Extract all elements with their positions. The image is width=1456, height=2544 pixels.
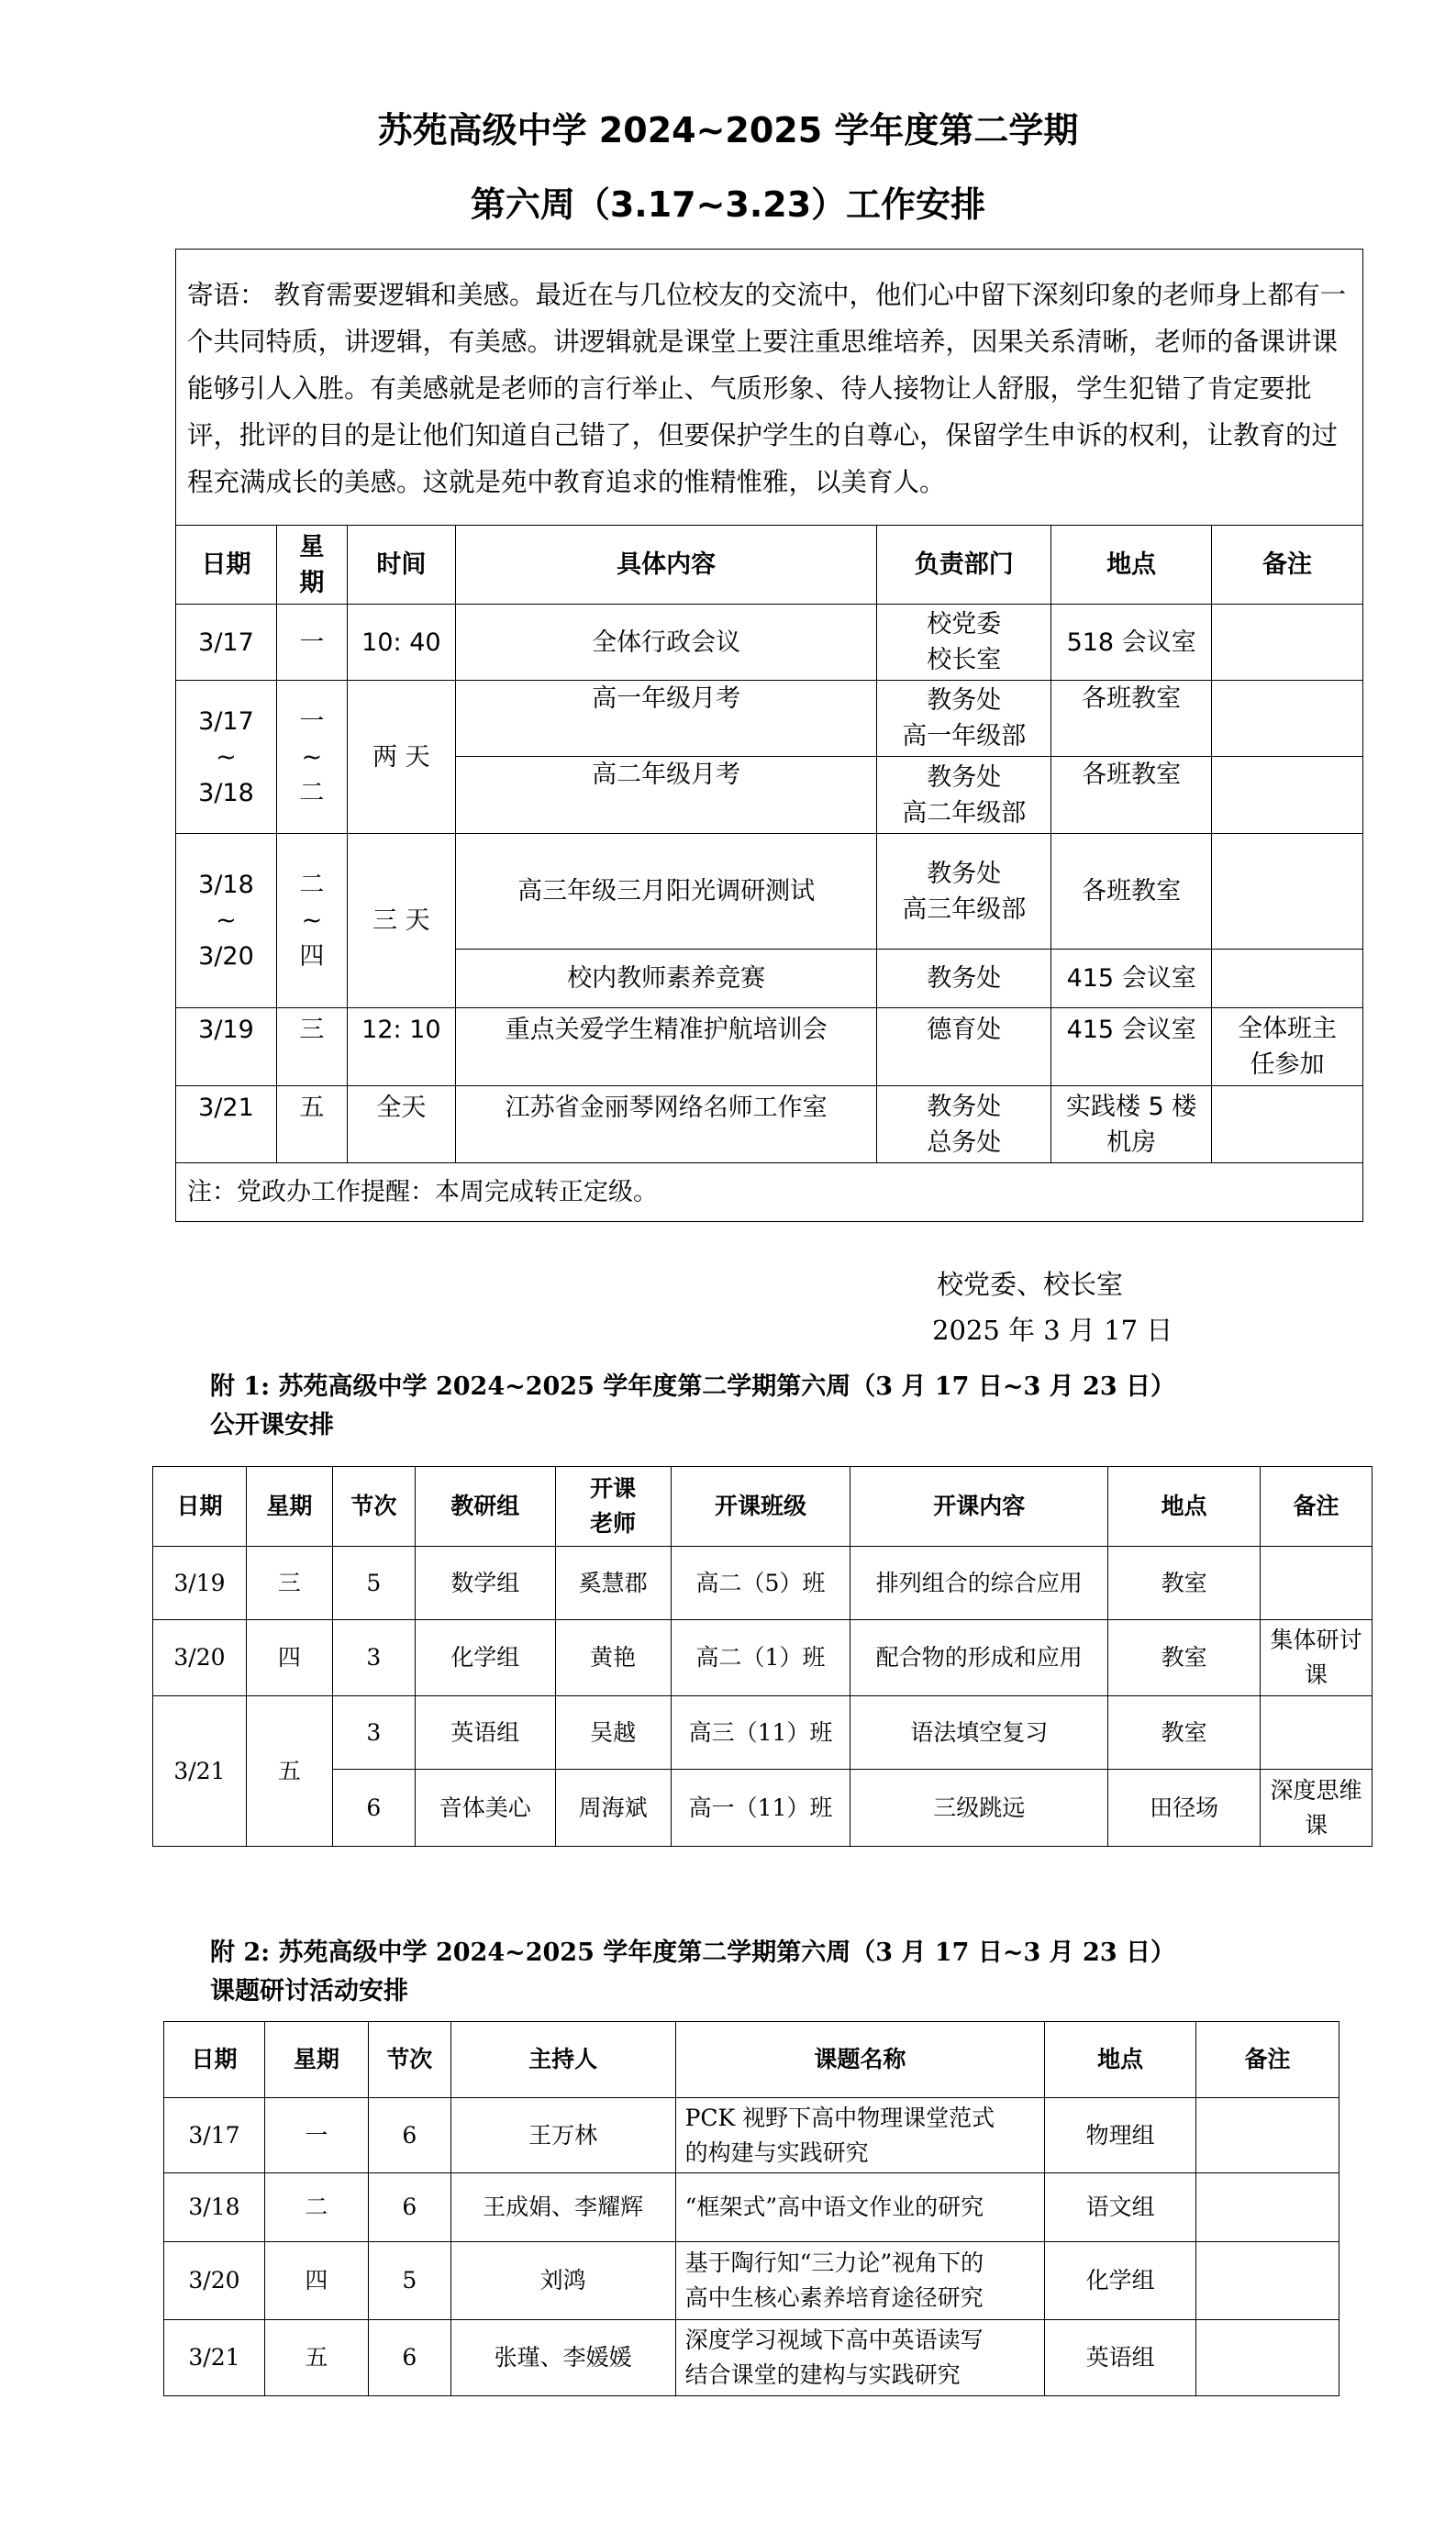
header-topic: 课题名称 (675, 2022, 1045, 2098)
cell-teacher: 黄艳 (555, 1620, 671, 1696)
cell-content: 语法填空复习 (850, 1696, 1108, 1770)
header-host: 主持人 (450, 2022, 675, 2098)
table-header (153, 1467, 1373, 1547)
cell-period: 3 (332, 1696, 415, 1770)
header-teacher: 开课 老师 (555, 1467, 671, 1547)
cell-group: 数学组 (415, 1547, 555, 1620)
cell-dept: 校党委 校长室 (877, 605, 1051, 681)
header-remark: 备注 (1261, 1467, 1373, 1547)
table-row (153, 1770, 1373, 1847)
cell-remark (1212, 605, 1363, 681)
cell-remark (1212, 834, 1363, 950)
cell-class: 高三（11）班 (671, 1696, 850, 1770)
header-remark: 备注 (1212, 526, 1363, 605)
cell-week: 二 (264, 2173, 368, 2242)
cell-class: 高二（5）班 (671, 1547, 850, 1620)
cell-remark (1212, 950, 1363, 1008)
cell-date: 3/18 (164, 2173, 265, 2242)
cell-date: 3/19 (176, 1008, 277, 1086)
cell-content: 排列组合的综合应用 (850, 1547, 1108, 1620)
table-row (176, 1086, 1363, 1163)
cell-place: 实践楼 5 楼 机房 (1051, 1086, 1212, 1163)
cell-topic: 基于陶行知“三力论”视角下的 高中生核心素养培育途径研究 (675, 2242, 1045, 2320)
header-period: 节次 (368, 2022, 450, 2098)
cell-remark (1212, 1086, 1363, 1163)
header-place: 地点 (1051, 526, 1212, 605)
cell-teacher: 吴越 (555, 1696, 671, 1770)
research-activity-table (163, 2021, 1339, 2396)
cell-week: 二 ~ 四 (276, 834, 347, 1008)
cell-class: 高二（1）班 (671, 1620, 850, 1696)
table-row (176, 681, 1363, 757)
cell-period: 6 (368, 2098, 450, 2173)
cell-content: 高一年级月考 (455, 681, 877, 757)
cell-date: 3/21 (153, 1696, 247, 1847)
cell-date: 3/17 ~ 3/18 (176, 681, 277, 834)
cell-week: 五 (276, 1086, 347, 1163)
cell-content: 重点关爱学生精准护航培训会 (455, 1008, 877, 1086)
cell-period: 6 (368, 2173, 450, 2242)
cell-place: 518 会议室 (1051, 605, 1212, 681)
cell-period: 6 (332, 1770, 415, 1847)
header-time: 时间 (347, 526, 455, 605)
signature: 校党委、校长室 (937, 1269, 1124, 1300)
header-remark: 备注 (1196, 2022, 1339, 2098)
cell-host: 刘鸿 (450, 2242, 675, 2320)
cell-week: 一 ~ 二 (276, 681, 347, 834)
cell-dept: 教务处 高一年级部 (877, 681, 1051, 757)
cell-date: 3/17 (176, 605, 277, 681)
header-week: 星期 (264, 2022, 368, 2098)
cell-time: 12: 10 (347, 1008, 455, 1086)
cell-place: 415 会议室 (1051, 950, 1212, 1008)
header-place: 地点 (1108, 1467, 1261, 1547)
cell-remark (1196, 2320, 1339, 2396)
cell-place: 各班教室 (1051, 757, 1212, 834)
header-class: 开课班级 (671, 1467, 850, 1547)
header-content: 具体内容 (455, 526, 877, 605)
cell-time: 全天 (347, 1086, 455, 1163)
cell-dept: 德育处 (877, 1008, 1051, 1086)
cell-remark: 全体班主 任参加 (1212, 1008, 1363, 1086)
cell-period: 3 (332, 1620, 415, 1696)
cell-week: 四 (246, 1620, 332, 1696)
cell-period: 5 (368, 2242, 450, 2320)
header-period: 节次 (332, 1467, 415, 1547)
open-class-table (152, 1466, 1373, 1847)
cell-remark (1212, 757, 1363, 834)
header-date: 日期 (153, 1467, 247, 1547)
cell-host: 王万林 (450, 2098, 675, 2173)
cell-place: 415 会议室 (1051, 1008, 1212, 1086)
cell-remark: 深度思维 课 (1261, 1770, 1373, 1847)
cell-date: 3/17 (164, 2098, 265, 2173)
cell-week: 五 (246, 1696, 332, 1847)
table-row (176, 605, 1363, 681)
weekly-schedule-table (175, 249, 1363, 1222)
cell-place: 田径场 (1108, 1770, 1261, 1847)
cell-place: 化学组 (1045, 2242, 1196, 2320)
cell-place: 教室 (1108, 1547, 1261, 1620)
table-header (164, 2022, 1339, 2098)
cell-content: 全体行政会议 (455, 605, 877, 681)
cell-group: 英语组 (415, 1696, 555, 1770)
cell-remark (1196, 2242, 1339, 2320)
cell-teacher: 周海斌 (555, 1770, 671, 1847)
cell-date: 3/21 (164, 2320, 265, 2396)
cell-dept: 教务处 (877, 950, 1051, 1008)
cell-period: 5 (332, 1547, 415, 1620)
table-row (164, 2242, 1339, 2320)
header-content: 开课内容 (850, 1467, 1108, 1547)
attachment-1-title: 附 1: 苏苑高级中学 2024~2025 学年度第二学期第六周（3 月 17 日~3 月 23 日） 公开课安排 (210, 1372, 1176, 1439)
cell-remark (1261, 1547, 1373, 1620)
cell-dept: 教务处 高三年级部 (877, 834, 1051, 950)
table-row (164, 2173, 1339, 2242)
table-row (164, 2320, 1339, 2396)
cell-week: 四 (264, 2242, 368, 2320)
cell-host: 张瑾、李媛媛 (450, 2320, 675, 2396)
cell-place: 教室 (1108, 1620, 1261, 1696)
table-row (153, 1547, 1373, 1620)
cell-content: 高二年级月考 (455, 757, 877, 834)
cell-place: 各班教室 (1051, 834, 1212, 950)
cell-week: 一 (276, 605, 347, 681)
cell-remark (1261, 1696, 1373, 1770)
cell-class: 高一（11）班 (671, 1770, 850, 1847)
cell-place: 语文组 (1045, 2173, 1196, 2242)
table-header (176, 526, 1363, 605)
cell-group: 音体美心 (415, 1770, 555, 1847)
header-week: 星期 (246, 1467, 332, 1547)
cell-period: 6 (368, 2320, 450, 2396)
header-date: 日期 (176, 526, 277, 605)
intro-message: 寄语： 教育需要逻辑和美感。最近在与几位校友的交流中，他们心中留下深刻印象的老师身上都有一个共同特质，讲逻辑，有美感。讲逻辑就是课堂上要注重思维培养，因果关系清晰，老师的备课讲课能够引人入胜。有美感就是老师的言行举止、气质形象、待人接物让人舒服，学生犯错了肯定要批评，批评的目的是让他们知道自己错了，但要保护学生的自尊心，保留学生申诉的权利，让教育的过程充满成长的美感。这就是苑中教育追求的惟精惟雅，以美育人。 (176, 250, 1363, 526)
cell-content: 江苏省金丽琴网络名师工作室 (455, 1086, 877, 1163)
header-dept: 负责部门 (877, 526, 1051, 605)
table-row (153, 1696, 1373, 1770)
cell-dept: 教务处 总务处 (877, 1086, 1051, 1163)
cell-dept: 教务处 高二年级部 (877, 757, 1051, 834)
title-line-2: 第六周（3.17~3.23）工作安排 (470, 184, 986, 225)
cell-content: 校内教师素养竞赛 (455, 950, 877, 1008)
cell-topic: “框架式”高中语文作业的研究 (675, 2173, 1045, 2242)
sign-date: 2025 年 3 月 17 日 (932, 1315, 1173, 1346)
cell-place: 各班教室 (1051, 681, 1212, 757)
cell-remark: 集体研讨 课 (1261, 1620, 1373, 1696)
cell-remark (1212, 681, 1363, 757)
cell-week: 三 (276, 1008, 347, 1086)
cell-host: 王成娟、李耀辉 (450, 2173, 675, 2242)
header-place: 地点 (1045, 2022, 1196, 2098)
cell-remark (1196, 2098, 1339, 2173)
cell-time: 10: 40 (347, 605, 455, 681)
table-row (164, 2098, 1339, 2173)
table-row (176, 1008, 1363, 1086)
cell-topic: PCK 视野下高中物理课堂范式 的构建与实践研究 (675, 2098, 1045, 2173)
table-row (176, 834, 1363, 950)
cell-time: 两 天 (347, 681, 455, 834)
cell-time: 三 天 (347, 834, 455, 1008)
cell-date: 3/18 ~ 3/20 (176, 834, 277, 1008)
note: 注：党政办工作提醒：本周完成转正定级。 (176, 1163, 1363, 1222)
cell-week: 一 (264, 2098, 368, 2173)
cell-teacher: 奚慧郡 (555, 1547, 671, 1620)
cell-date: 3/20 (153, 1620, 247, 1696)
cell-date: 3/19 (153, 1547, 247, 1620)
cell-remark (1196, 2173, 1339, 2242)
cell-content: 高三年级三月阳光调研测试 (455, 834, 877, 950)
header-week: 星 期 (276, 526, 347, 605)
cell-week: 三 (246, 1547, 332, 1620)
cell-date: 3/21 (176, 1086, 277, 1163)
cell-week: 五 (264, 2320, 368, 2396)
cell-place: 物理组 (1045, 2098, 1196, 2173)
cell-content: 配合物的形成和应用 (850, 1620, 1108, 1696)
cell-group: 化学组 (415, 1620, 555, 1696)
cell-place: 英语组 (1045, 2320, 1196, 2396)
cell-date: 3/20 (164, 2242, 265, 2320)
cell-content: 三级跳远 (850, 1770, 1108, 1847)
table-row (153, 1620, 1373, 1696)
cell-topic: 深度学习视域下高中英语读写 结合课堂的建构与实践研究 (675, 2320, 1045, 2396)
cell-place: 教室 (1108, 1696, 1261, 1770)
header-date: 日期 (164, 2022, 265, 2098)
attachment-2-title: 附 2: 苏苑高级中学 2024~2025 学年度第二学期第六周（3 月 17 日~3 月 23 日） 课题研讨活动安排 (210, 1939, 1176, 2005)
title-line-1: 苏苑高级中学 2024~2025 学年度第二学期 (377, 110, 1079, 150)
header-group: 教研组 (415, 1467, 555, 1547)
